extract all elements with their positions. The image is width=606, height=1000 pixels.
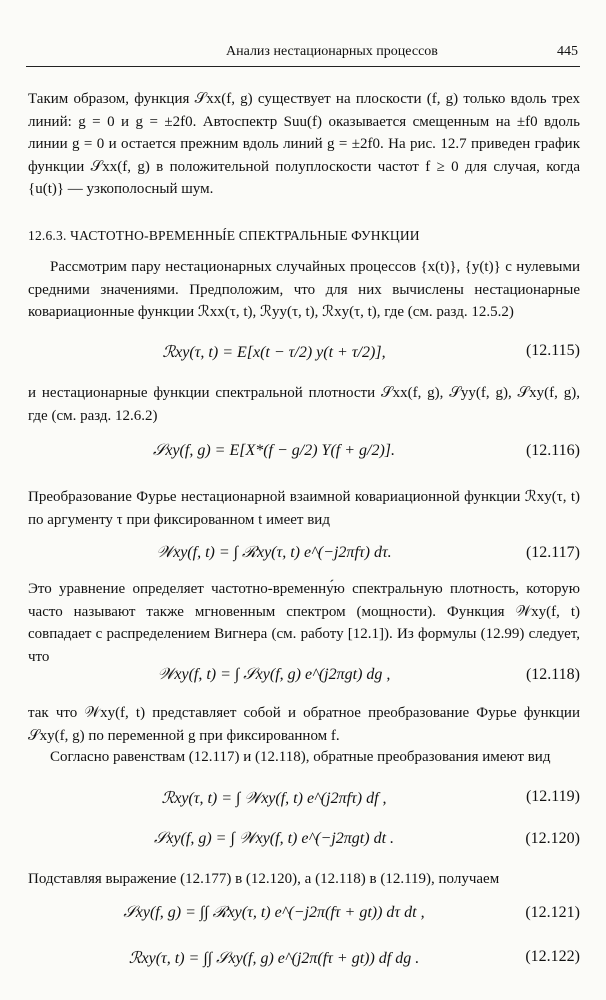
equation-formula: 𝒲xy(f, t) = ∫ 𝒮xy(f, g) e^(j2πgt) dg , — [157, 666, 391, 683]
equation-number: (12.117) — [525, 544, 580, 561]
equation-12-119 — [28, 776, 580, 820]
equation-12-117 — [28, 532, 580, 576]
equation-number: (12.120) — [525, 830, 580, 847]
paragraph-6: так что 𝒲xy(f, t) представляет собой и обратное преобразование Фурье функции 𝒮xy(f, g) по переменной g при фиксированном f. — [28, 705, 580, 744]
equation-12-120 — [28, 818, 580, 862]
equation-formula: ℛxy(τ, t) = ∫∫ 𝒮xy(f, g) e^(j2π(fτ + gt)) df dg . — [128, 950, 420, 967]
equation-number: (12.121) — [525, 904, 580, 921]
paragraph-3: и нестационарные функции спектральной плотности 𝒮xx(f, g), 𝒮yy(f, g), 𝒮xy(f, g), где (см. разд. 12.6.2) — [28, 385, 580, 424]
page-number: 445 — [557, 44, 578, 59]
equation-formula: ℛxy(τ, t) = E[x(t − τ/2) y(t + τ/2)], — [162, 344, 386, 361]
paragraph-7: Согласно равенствам (12.117) и (12.118), обратные преобразования имеют вид — [50, 749, 551, 765]
paragraph-2: Рассмотрим пару нестационарных случайных процессов {x(t)}, {y(t)} с нулевыми средними значениями. Предположим, что для них вычислены нестационарные ковариационные функции ℛxx(τ, t), ℛyy(τ, t), ℛxy(τ, t), где (см. разд. 12.5.2) — [28, 259, 580, 320]
equation-number: (12.122) — [525, 948, 580, 965]
running-header — [26, 40, 580, 67]
equation-formula: 𝒮xy(f, g) = ∫∫ ℛxy(τ, t) e^(−j2π(fτ + gt)) dτ dt , — [123, 904, 425, 921]
equation-number: (12.118) — [525, 666, 580, 683]
equation-12-115 — [28, 330, 580, 374]
equation-number: (12.119) — [525, 788, 580, 805]
paragraph-4: Преобразование Фурье нестационарной взаимной ковариационной функции ℛxy(τ, t) по аргументу τ при фиксированном t имеет вид — [28, 489, 580, 528]
equation-formula: 𝒮xy(f, g) = ∫ 𝒲xy(f, t) e^(−j2πgt) dt . — [153, 830, 395, 847]
paragraph-5: Это уравнение определяет частотно-временну́ю спектральную плотность, которую часто называют также мгновенным спектром (мощности). Функция 𝒲xy(f, t) совпадает с распределением Вигнера (см. работу [12.1]). Из формулы (12.99) следует, что — [28, 581, 580, 665]
equation-formula: 𝒲xy(f, t) = ∫ ℛxy(τ, t) e^(−j2πfτ) dτ. — [156, 544, 392, 561]
section-heading: 12.6.3. ЧАСТОТНО-ВРЕМЕННЫ́Е СПЕКТРАЛЬНЫЕ ФУНКЦИИ — [28, 228, 420, 243]
paragraph-8: Подставляя выражение (12.177) в (12.120), а (12.118) в (12.119), получаем — [28, 871, 500, 887]
equation-number: (12.115) — [525, 342, 580, 359]
equation-12-118 — [28, 654, 580, 698]
equation-12-121 — [28, 892, 580, 936]
equation-12-116 — [28, 430, 580, 474]
header-title: Анализ нестационарных процессов — [226, 44, 438, 59]
equation-number: (12.116) — [525, 442, 580, 459]
equation-formula: 𝒮xy(f, g) = E[X*(f − g/2) Y(f + g/2)]. — [152, 442, 396, 459]
equation-formula: ℛxy(τ, t) = ∫ 𝒲xy(f, t) e^(j2πfτ) df , — [161, 790, 387, 807]
paragraph-1: Таким образом, функция 𝒮xx(f, g) существует на плоскости (f, g) только вдоль трех линий: g = 0 и g = ±2f0. Автоспектр Suu(f) оказывается смещенным на ±f0 вдоль линии g = 0 и остается прежним вдоль линий g = ±2f0. На рис. 12.7 приведен график функции 𝒮xx(f, g) в положительной полуплоскости частот f ≥ 0 для случая, когда {u(t)} — узкополосный шум. — [28, 91, 580, 197]
equation-12-122 — [28, 936, 580, 980]
